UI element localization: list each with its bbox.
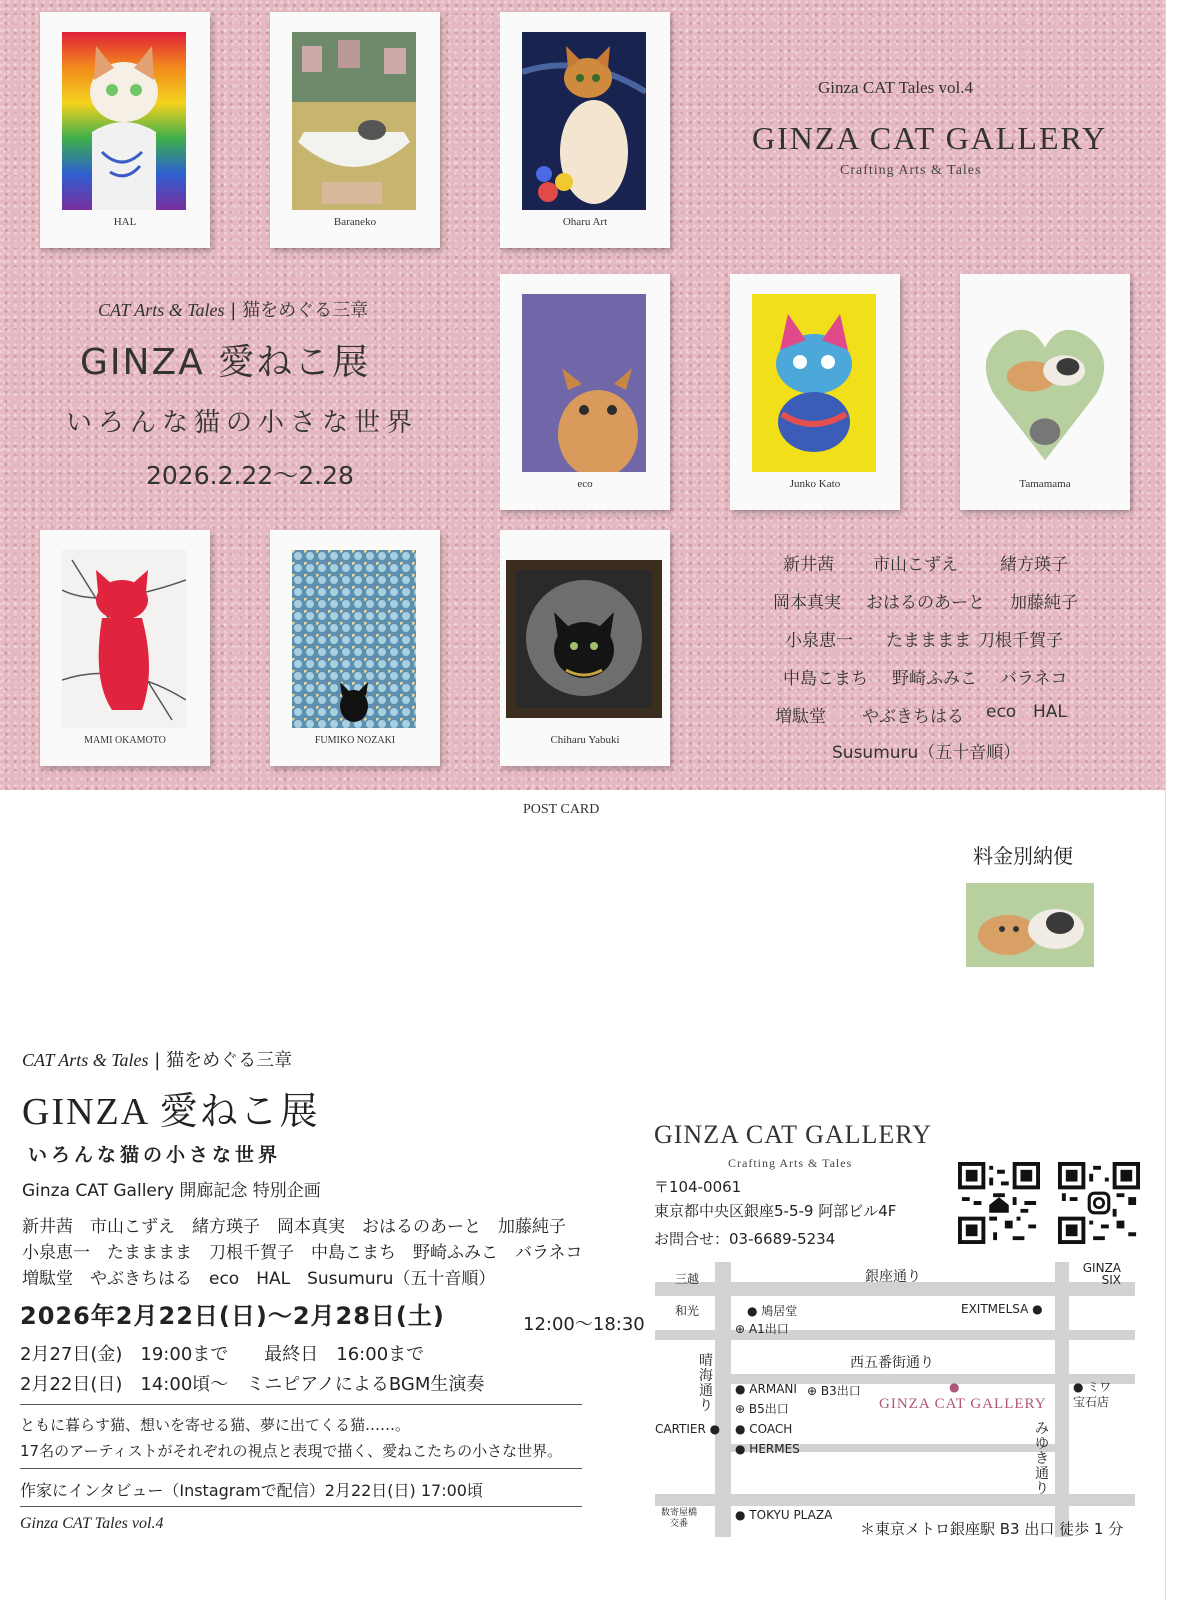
access-map <box>655 1262 1137 1537</box>
artists-line: 増駄堂 やぶきちはる eco HAL Susumuru（五十音順） <box>22 1269 496 1289</box>
artist-name: 新井茜 <box>783 555 834 575</box>
subtitle-en: CAT Arts & Tales <box>98 300 225 320</box>
interview-note: 作家にインタビュー（Instagramで配信）2月22日(日) 17:00頃 <box>20 1481 483 1500</box>
postage-stamp-image <box>966 883 1094 967</box>
map-label-wako: 和光 <box>675 1304 700 1318</box>
divider <box>20 1404 582 1405</box>
map-label-a1: ⊕ A1出口 <box>735 1322 789 1336</box>
map-label-gallery <box>879 1396 1047 1413</box>
artwork-bathtub-cat <box>292 32 416 210</box>
artwork-dotted-black-cat <box>292 550 416 728</box>
map-label-hermes: ● HERMES <box>735 1442 800 1456</box>
artwork-card-eco <box>500 274 670 510</box>
map-label-text: B3出口 <box>820 1384 861 1398</box>
artist-name: 増駄堂 <box>775 707 826 727</box>
zip-code: 〒104-0061 <box>654 1178 742 1196</box>
postage-label: 料金別納便 <box>973 844 1073 868</box>
card-caption: HAL <box>113 216 137 228</box>
artist-name: 市山こずえ <box>873 555 958 575</box>
artwork-framed-black-cat <box>506 560 662 718</box>
artwork-red-cat <box>62 550 186 728</box>
schedule-note: 2月27日(金) 19:00まで 最終日 16:00まで <box>20 1344 425 1365</box>
subtitle-separator: | <box>230 300 237 321</box>
subtitle-jp: 猫をめぐる三章 <box>166 1050 293 1071</box>
map-label-text: 鳩居堂 <box>761 1304 798 1318</box>
subtitle-separator: | <box>154 1050 161 1071</box>
artwork-card-chiharu <box>500 530 670 766</box>
map-label-harumi <box>699 1354 713 1414</box>
card-caption: FUMIKO NOZAKI <box>314 735 396 746</box>
card-caption: MAMI OKAMOTO <box>84 735 166 746</box>
map-label-text: COACH <box>749 1422 793 1436</box>
artist-name: Susumuru（五十音順） <box>832 743 1021 763</box>
card-caption: Oharu Art <box>562 216 608 228</box>
map-label-text: EXITMELSA <box>961 1302 1029 1316</box>
artist-name: バラネコ <box>1000 669 1068 689</box>
map-label-ginza-six <box>1075 1262 1121 1286</box>
artwork-card-tamamama <box>960 274 1130 510</box>
artist-name: たまままま <box>886 631 971 651</box>
contact-phone: お問合せ：03-6689-5234 <box>654 1230 836 1248</box>
exhibit-tagline: いろんな猫の小さな世界 <box>66 408 419 438</box>
map-label-ginza-dori: 銀座通り <box>865 1269 921 1285</box>
artwork-card-hal <box>40 12 210 248</box>
postcard-front <box>0 0 1166 790</box>
road-harumi <box>715 1262 731 1537</box>
artwork-card-fumiko <box>270 530 440 766</box>
divider <box>20 1468 582 1469</box>
card-caption: Chiharu Yabuki <box>550 734 620 746</box>
card-caption: Tamamama <box>1019 478 1071 490</box>
artwork-sitting-cat <box>522 32 646 210</box>
map-label-armani: ● ARMANI <box>735 1382 797 1396</box>
map-label-miyuki <box>1035 1422 1049 1497</box>
artist-name: 加藤純子 <box>1010 593 1078 613</box>
artwork-card-baraneko <box>270 12 440 248</box>
artist-name: やぶきちはる <box>862 707 964 727</box>
back-title: GINZA 愛ねこ展 <box>22 1091 320 1133</box>
artwork-card-oharu <box>500 12 670 248</box>
map-label-harumi-text: 晴海通り <box>699 1353 713 1414</box>
exhibit-dates: 2026.2.22〜2.28 <box>146 461 354 490</box>
artist-name: おはるのあーと <box>866 593 985 613</box>
postcard-label: POST CARD <box>523 802 600 817</box>
map-label-text: CARTIER <box>655 1422 706 1436</box>
qr-code-instagram[interactable] <box>1058 1162 1140 1244</box>
schedule-note: 2月22日(日) 14:00頃〜 ミニピアノによるBGM生演奏 <box>20 1374 485 1395</box>
subtitle-jp: 猫をめぐる三章 <box>242 300 369 321</box>
road-miyuki <box>1055 1262 1069 1537</box>
artwork-peeking-cat <box>522 294 646 472</box>
artist-name: eco <box>986 702 1017 722</box>
map-label-kyukyodo: ● 鳩居堂 <box>747 1304 798 1318</box>
map-label-exitmelsa: EXITMELSA ● <box>961 1302 1043 1316</box>
artwork-colorful-cat <box>752 294 876 472</box>
divider <box>20 1506 582 1507</box>
map-label-text: ARMANI <box>749 1382 797 1396</box>
artist-name: 岡本真実 <box>773 593 841 613</box>
description-line: 17名のアーティストがそれぞれの視点と表現で描く、愛ねこたちの小さな世界。 <box>20 1442 563 1460</box>
special-event: Ginza CAT Gallery 開廊記念 特別企画 <box>22 1181 321 1201</box>
map-label-tokyu: ● TOKYU PLAZA <box>735 1508 833 1522</box>
subtitle-en: CAT Arts & Tales <box>22 1050 149 1070</box>
map-label-text: B5出口 <box>748 1402 789 1416</box>
map-label-mitsukoshi: 三越 <box>675 1272 700 1286</box>
map-label-coach: ● COACH <box>735 1422 793 1436</box>
map-label-ginza-six-text: GINZA SIX <box>1082 1261 1121 1287</box>
map-label-text: HERMES <box>749 1442 800 1456</box>
artist-name: 刀根千賀子 <box>978 631 1063 651</box>
map-label-text: 数寄屋橋交番 <box>660 1508 697 1529</box>
map-gallery-dot: ● <box>949 1380 960 1394</box>
map-label-text: A1出口 <box>748 1322 789 1336</box>
gallery-logo: GINZA CAT GALLERY <box>752 120 1108 156</box>
access-note: ＊東京メトロ銀座駅 B3 出口 徒歩 1 分 <box>860 1520 1124 1538</box>
artists-line: 新井茜 市山こずえ 緒方瑛子 岡本真実 おはるのあーと 加藤純子 <box>22 1217 566 1237</box>
artist-name: 緒方瑛子 <box>1000 555 1068 575</box>
gallery-tagline: Crafting Arts & Tales <box>840 163 982 178</box>
exhibit-hours: 12:00〜18:30 <box>523 1314 645 1335</box>
address: 東京都中央区銀座5-5-9 阿部ビル4F <box>654 1202 897 1220</box>
artist-name: HAL <box>1033 702 1067 722</box>
card-caption: Baraneko <box>333 216 377 228</box>
back-subtitle <box>22 1046 292 1072</box>
map-label-sukiyabashi <box>659 1508 699 1530</box>
artists-line: 小泉恵一 たまままま 刀根千賀子 中島こまち 野崎ふみこ バラネコ <box>22 1243 583 1263</box>
series-label: Ginza CAT Tales vol.4 <box>818 78 973 97</box>
map-label-b5: ⊕ B5出口 <box>735 1402 789 1416</box>
exhibit-title: GINZA 愛ねこ展 <box>80 342 371 383</box>
artist-name: 中島こまち <box>783 669 868 689</box>
gallery-tagline: Crafting Arts & Tales <box>728 1156 853 1170</box>
card-caption: Junko Kato <box>789 478 841 490</box>
map-label-cartier: CARTIER ● <box>655 1422 721 1436</box>
artwork-heart-cats <box>968 298 1122 468</box>
map-label-b3: ⊕ B3出口 <box>807 1384 861 1398</box>
map-label-text: TOKYU PLAZA <box>749 1508 833 1522</box>
artist-name: 野崎ふみこ <box>892 669 977 689</box>
gallery-logo: GINZA CAT GALLERY <box>654 1120 932 1149</box>
map-label-text: GINZA CAT GALLERY <box>879 1396 1047 1412</box>
back-tagline: いろんな猫の小さな世界 <box>28 1144 282 1166</box>
artwork-rainbow-cat <box>62 32 186 210</box>
artwork-card-mami <box>40 530 210 766</box>
map-label-text: ミワ宝石店 <box>1073 1380 1112 1409</box>
exhibit-date-main: 2026年2月22日(日)〜2月28日(土) <box>20 1302 445 1330</box>
artwork-card-junko <box>730 274 900 510</box>
map-label-miyuki-text: みゆき通り <box>1035 1421 1049 1497</box>
series-label: Ginza CAT Tales vol.4 <box>20 1515 164 1532</box>
card-caption: eco <box>577 478 593 490</box>
description-line: ともに暮らす猫、想いを寄せる猫、夢に出てくる猫……。 <box>20 1416 411 1434</box>
map-label-mikiwa: ● ミワ宝石店 <box>1073 1380 1112 1409</box>
right-margin <box>1165 0 1188 1600</box>
exhibit-subtitle <box>98 296 368 322</box>
map-label-nishigoban: 西五番街通り <box>850 1355 934 1371</box>
artist-name: 小泉恵一 <box>785 631 853 651</box>
qr-code-website[interactable] <box>958 1162 1040 1244</box>
